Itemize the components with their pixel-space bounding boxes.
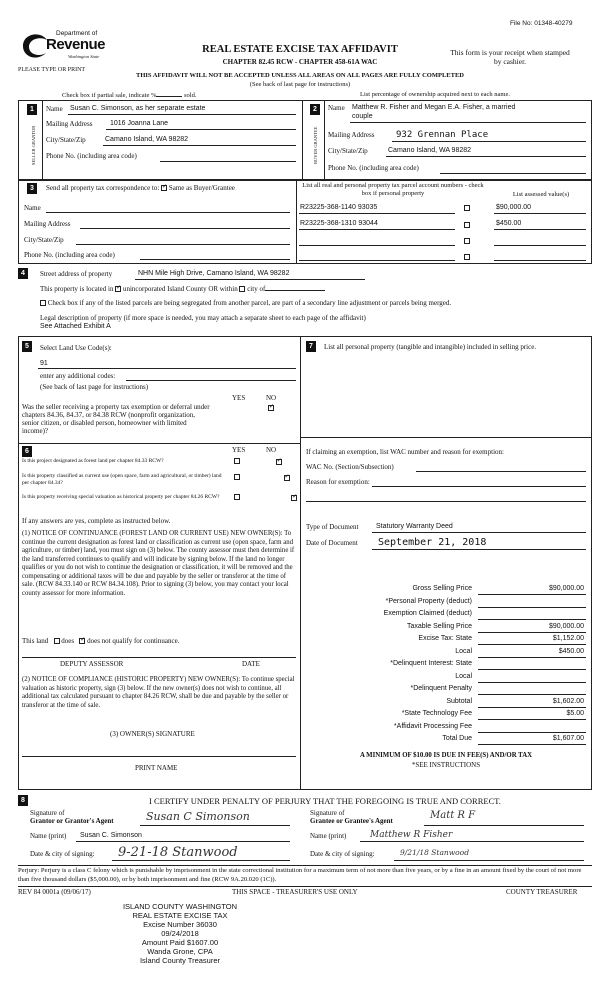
- does-qualify-checkbox[interactable]: [54, 638, 60, 644]
- grantee-print-label: Name (print): [310, 832, 347, 840]
- treasurer-use-only: THIS SPACE - TREASURER'S USE ONLY: [232, 888, 358, 896]
- within-city-checkbox[interactable]: [239, 286, 245, 292]
- s5-no-label: NO: [266, 394, 277, 402]
- assessed-value-2[interactable]: $450.00: [496, 220, 522, 227]
- amount-value[interactable]: $450.00: [558, 647, 584, 655]
- assessed-value-header: List assessed value(s): [512, 191, 570, 198]
- section-7-number: 7: [306, 341, 316, 352]
- parcel-header: List all real and personal property tax parcel account numbers - check box if personal property: [302, 182, 484, 197]
- wac-number-label: WAC No. (Section/Subsection): [306, 463, 394, 471]
- buyer-grantee-label: BUYER GRANTEE: [313, 126, 318, 164]
- dor-logo: [20, 30, 120, 66]
- warning: THIS AFFIDAVIT WILL NOT BE ACCEPTED UNLESS ALL AREAS ON ALL PAGES ARE FULLY COMPLETED: [136, 72, 464, 79]
- grantee-sig-label: Signature of Grantee or Grantee's Agent: [310, 809, 393, 825]
- forest-yes-checkbox[interactable]: [234, 458, 240, 464]
- section-1-number: 1: [27, 104, 37, 115]
- correspondence-city-label: City/State/Zip: [24, 236, 64, 244]
- land-use-label: Select Land Use Code(s):: [40, 344, 112, 352]
- historic-question: Is this property receiving special valuation as historical property per chapter 84.26 RCW?: [22, 494, 220, 500]
- grantee-date-label: Date & city of signing:: [310, 850, 375, 858]
- grantor-signature[interactable]: Susan C Simonson: [146, 810, 250, 823]
- s6-yes-label: YES: [232, 446, 246, 454]
- amount-value[interactable]: $1,602.00: [552, 697, 584, 705]
- grantor-date-city[interactable]: 9-21-18 Stanwood: [118, 845, 238, 860]
- grantor-phone-label: Phone No. (including area code): [46, 152, 137, 160]
- forest-no-checkbox[interactable]: [276, 459, 282, 465]
- continuance-line: This land does ✓ does not qualify for continuance.: [22, 637, 179, 645]
- correspondence-phone-label: Phone No. (including area code): [24, 251, 115, 259]
- doc-date-label: Date of Document: [306, 539, 358, 547]
- exemption-claim-label: If claiming an exemption, list WAC number and reason for exemption:: [306, 448, 504, 456]
- notice-of-continuance: (1) NOTICE OF CONTINUANCE (FOREST LAND OR CURRENT USE) NEW OWNER(S): To continue the current designation as forest land or classification as current use (open space, farm and agriculture, or timber) land, you must sign on (3) below. The county assessor must then determine if the land transferred continues to qualify and will indicate by signing below. If the land no longer qualifies or you do not wish to continue the designation or classification, it will be removed and the compensating or additional taxes will be due and payable by the seller or transferor at the time of sale. (RCW 84.33.140 or RCW 84.34.108). Prior to signing (3) below, you may contact your local county assessor for more information.: [22, 530, 295, 597]
- doc-type[interactable]: Statutory Warranty Deed: [376, 523, 453, 530]
- located-in-label: This property is located in ✓ unincorporated Island County OR within city of: [40, 285, 325, 293]
- owner-signature-label: (3) OWNER(S) SIGNATURE: [110, 730, 195, 738]
- grantee-phone-label: Phone No. (including area code): [328, 164, 419, 172]
- certify-statement: I CERTIFY UNDER PENALTY OF PERJURY THAT THE FOREGOING IS TRUE AND CORRECT.: [149, 796, 501, 806]
- rev-number: REV 84 0001a (09/06/17): [18, 888, 91, 896]
- stamp-line: ISLAND COUNTY WASHINGTON: [122, 902, 238, 911]
- deputy-assessor-label: DEPUTY ASSESSOR: [60, 660, 124, 668]
- if-yes-instruction: If any answers are yes, complete as instructed below.: [22, 517, 171, 525]
- logo-dept: Department of: [56, 30, 98, 37]
- print-name-label: PRINT NAME: [135, 764, 178, 772]
- legal-description-label: Legal description of property (if more space is needed, you may attach a separate sheet to each page of the affidavit): [40, 314, 366, 322]
- current-use-no-checkbox[interactable]: [284, 475, 290, 481]
- seller-grantor-label: SELLER GRANTOR: [31, 125, 36, 165]
- amount-label: Taxable Selling Price: [407, 622, 472, 630]
- segregated-checkbox[interactable]: [40, 300, 46, 306]
- grantor-date-label: Date & city of signing:: [30, 850, 95, 858]
- grantor-name[interactable]: Susan C. Simonson, as her separate estate: [70, 105, 206, 112]
- additional-codes-label: enter any additional codes:: [40, 372, 116, 380]
- amount-value[interactable]: $90,000.00: [548, 585, 584, 592]
- correspondence-name-label: Name: [24, 204, 41, 212]
- amount-label: Exemption Claimed (deduct): [383, 610, 472, 617]
- same-as-buyer-checkbox[interactable]: [161, 185, 167, 191]
- minimum-fee-note: A MINIMUM OF $10.00 IS DUE IN FEE(S) AND/OR TAX: [359, 752, 533, 759]
- personal-property-checkbox-4[interactable]: [464, 254, 470, 260]
- perjury-notice: Perjury: Perjury is a class C felony which is punishable by imprisonment in the state correctional institution for a maximum term of not more than five years, or by a fine in an amount fixed by the court of not more than five thousand dollars ($5,000.00), or by both imprisonment and fine (RCW 9A.20.020 (1C)).: [18, 867, 582, 883]
- please-type: PLEASE TYPE OR PRINT: [18, 67, 86, 73]
- grantee-signature[interactable]: Matt R F: [430, 810, 476, 821]
- exemption-question: Was the seller receiving a property tax exemption or deferral under chapters 84.36, 84.37, or 84.38 RCW (nonprofit organization, senior citizen, or disabled person, homeowner with limited income)?: [22, 403, 210, 435]
- see-back-s5: (See back of last page for instructions): [40, 383, 149, 391]
- logo-state: Washington State: [68, 54, 100, 59]
- amount-label: Excise Tax: State: [418, 635, 472, 642]
- amount-label: Total Due: [442, 735, 472, 742]
- county-treasurer-label: COUNTY TREASURER: [506, 888, 578, 896]
- receipt-note: This form is your receipt when stamped by cashier.: [450, 48, 570, 66]
- grantee-city-label: City/State/Zip: [328, 147, 368, 155]
- parcel-number-1[interactable]: R23225-368-1140 93035: [300, 204, 378, 211]
- grantor-print-label: Name (print): [30, 832, 67, 840]
- date-label: DATE: [242, 660, 260, 668]
- s6-no-label: NO: [266, 446, 277, 454]
- amount-value[interactable]: $1,152.00: [552, 635, 584, 642]
- see-back-top: (See back of last page for instructions): [249, 81, 351, 88]
- amount-label: *Personal Property (deduct): [385, 597, 472, 605]
- notice-of-compliance: (2) NOTICE OF COMPLIANCE (HISTORIC PROPERTY) NEW OWNER(S): To continue special valuation as historic property, sign (3) below. If the new owner(s) does not wish to continue, all additional tax calculated pursuant to chapter 84.26 RCW, shall be due and payable by the seller or transferor at the time of sale.: [22, 676, 295, 709]
- legal-description[interactable]: See Attached Exhibit A: [40, 323, 111, 330]
- grantee-name[interactable]: Matthew R. Fisher and Megan E.A. Fisher, a married: [352, 104, 516, 111]
- grantor-address[interactable]: 1016 Joanna Lane: [110, 120, 168, 127]
- section-4-number: 4: [18, 268, 28, 279]
- stamp-line: Excise Number 36030: [143, 920, 217, 929]
- amount-label: Subtotal: [446, 697, 472, 705]
- exemption-reason-label: Reason for exemption:: [306, 478, 370, 486]
- section-8-number: 8: [18, 795, 28, 806]
- amount-label: *State Technology Fee: [401, 710, 472, 717]
- amount-label: *Affidavit Processing Fee: [393, 722, 472, 730]
- stamp-line: Island County Treasurer: [139, 956, 221, 965]
- amount-label: *Delinquent Penalty: [410, 685, 472, 692]
- stamp-line: Amount Paid $1607.00: [141, 938, 219, 947]
- logo-name: Revenue: [46, 36, 106, 53]
- amount-value[interactable]: $90,000.00: [548, 622, 584, 630]
- amount-label: Local: [455, 672, 472, 680]
- grantor-address-label: Mailing Address: [46, 120, 93, 128]
- grantee-name-label: Name: [328, 104, 345, 112]
- forest-land-question: Is this project designated as forest land per chapter 84.33 RCW?: [22, 458, 164, 464]
- stamp-line: Wanda Grone, CPA: [147, 947, 213, 956]
- s5-yes-label: YES: [232, 394, 246, 402]
- parcel-number-2[interactable]: R23225-368-1310 93044: [300, 220, 378, 227]
- grantee-city[interactable]: Camano Island, WA 98282: [388, 147, 472, 154]
- does-not-qualify-checkbox[interactable]: [79, 638, 85, 644]
- grantee-date-city[interactable]: 9/21/18 Stanwood: [400, 848, 470, 857]
- grantor-city-label: City/State/Zip: [46, 136, 86, 144]
- street-address-label: Street address of property: [40, 270, 113, 278]
- doc-date[interactable]: September 21, 2018: [378, 537, 487, 548]
- grantor-name-label: Name: [46, 105, 63, 113]
- historic-no-checkbox[interactable]: [291, 495, 297, 501]
- grantee-address-label: Mailing Address: [328, 131, 375, 139]
- grantee-address[interactable]: 932 Grennan Place: [396, 130, 489, 140]
- amount-label: Gross Selling Price: [412, 585, 472, 592]
- amount-value[interactable]: $5.00: [566, 710, 584, 717]
- personal-property-checkbox-1[interactable]: [464, 205, 470, 211]
- land-use-code[interactable]: 91: [40, 360, 48, 367]
- personal-property-checkbox-2[interactable]: [464, 222, 470, 228]
- amount-label: *Delinquent Interest: State: [390, 660, 472, 667]
- grantor-print-name[interactable]: Susan C. Simonson: [80, 832, 142, 839]
- see-instructions: *SEE INSTRUCTIONS: [411, 761, 481, 769]
- personal-property-label: List all personal property (tangible and intangible) included in selling price.: [324, 343, 537, 351]
- send-correspondence-label: Send all property tax correspondence to: ✓ Same as Buyer/Grantee: [46, 184, 235, 192]
- street-address[interactable]: NHN Mile High Drive, Camano Island, WA 98282: [138, 270, 290, 277]
- grantee-name-cont[interactable]: couple: [352, 113, 373, 120]
- treasurer-stamp: [100, 902, 260, 965]
- historic-yes-checkbox[interactable]: [234, 494, 240, 500]
- grantor-city[interactable]: Camano Island, WA 98282: [105, 136, 189, 143]
- file-number: File No: 01348-40279: [510, 20, 573, 27]
- exemption-no-checkbox[interactable]: [268, 405, 274, 411]
- current-use-yes-checkbox[interactable]: [234, 474, 240, 480]
- partial-sale-label: Check box if partial sale, indicate % sold.: [62, 92, 197, 99]
- section-5-number: 5: [22, 341, 32, 352]
- assessed-value-1[interactable]: $90,000.00: [496, 204, 532, 211]
- section-2-number: 2: [310, 104, 320, 115]
- section-6-number: 6: [22, 446, 32, 457]
- segregated-label: Check box if any of the listed parcels are being segregated from another parcel, are part of a secondary line adjustment or parcels being merged.: [40, 299, 592, 307]
- form-title: REAL ESTATE EXCISE TAX AFFIDAVIT: [202, 44, 398, 55]
- grantee-print-name[interactable]: Matthew R Fisher: [370, 830, 453, 840]
- amount-label: Local: [455, 647, 472, 655]
- grantor-sig-label: Signature of Grantor or Grantor's Agent: [30, 809, 114, 825]
- personal-property-checkbox-3[interactable]: [464, 238, 470, 244]
- doc-type-label: Type of Document: [306, 523, 359, 531]
- list-percentage-note: List percentage of ownership acquired next to each name.: [360, 91, 510, 98]
- section-3-number: 3: [27, 183, 37, 194]
- current-use-question: Is this property classified as current use (open space, farm and agricultural, or timber) land per chapter 84.34?: [22, 473, 222, 486]
- stamp-line: REAL ESTATE EXCISE TAX: [132, 911, 228, 920]
- form-chapter: CHAPTER 82.45 RCW - CHAPTER 458-61A WAC: [222, 58, 378, 66]
- correspondence-address-label: Mailing Address: [24, 220, 71, 228]
- unincorporated-checkbox[interactable]: [115, 286, 121, 292]
- amount-value[interactable]: $1,607.00: [552, 735, 584, 742]
- stamp-line: 09/24/2018: [161, 929, 199, 938]
